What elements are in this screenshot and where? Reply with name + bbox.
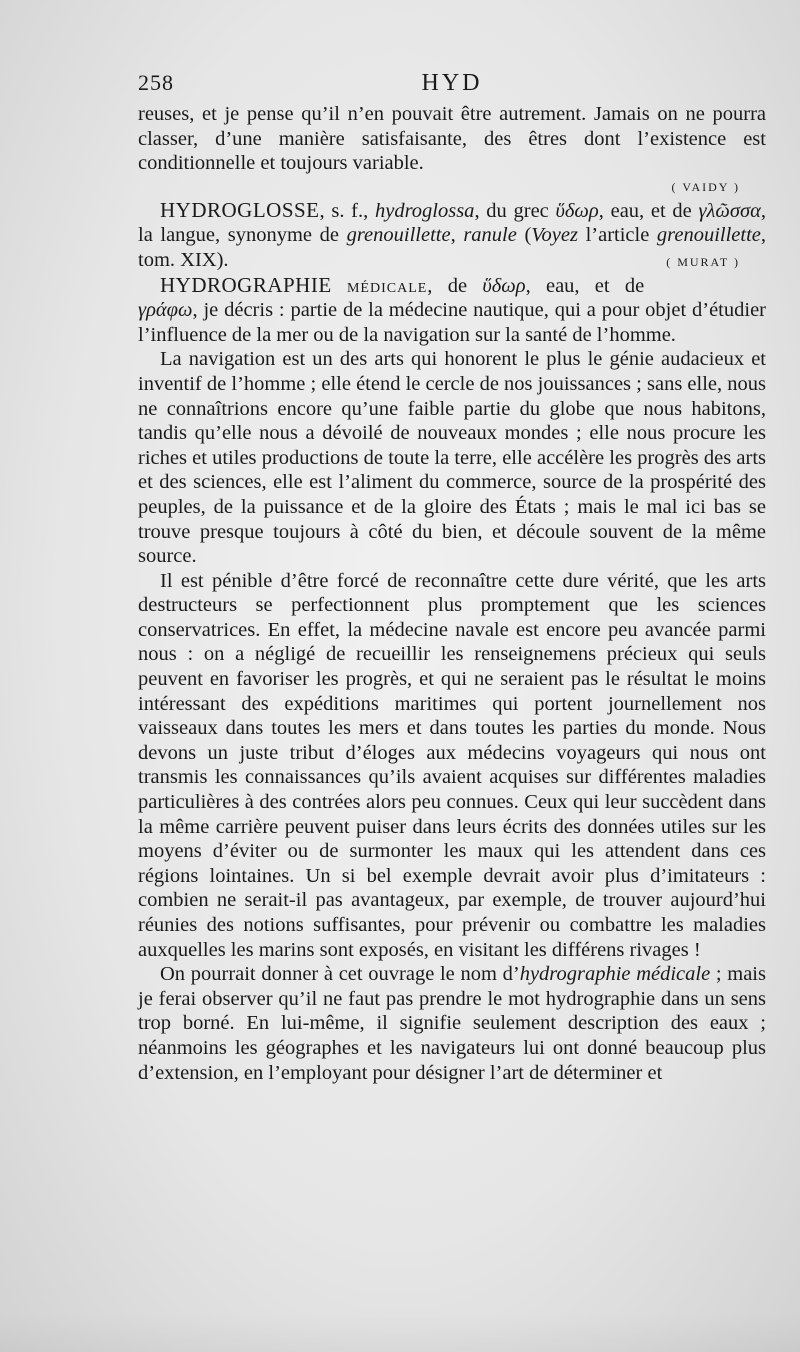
voyez: Voyez (531, 224, 578, 247)
greek-word: ὕδωρ (482, 274, 526, 297)
page-bottom-shadow (0, 1312, 800, 1352)
greek-word: γλῶσσα (698, 199, 761, 222)
running-head (138, 62, 766, 102)
greek-word: γράφω (138, 299, 193, 322)
synonym: ranule (463, 224, 517, 247)
page-number: 258 (138, 70, 174, 95)
paragraph-navigation: La navigation est un des arts qui honorent le plus le génie audacieux et inventif de l’homme ; elle étend le cercle de nos jouissances ; sans elle, nous ne connaîtrions encore qu’une faible partie du globe que nous habitons, tandis qu’elle nous a dévoilé de nouveaux mondes ; elle nous procure les riches et utiles productions de toute la terre, elle accélère les progrès des arts et des sciences, elle est l’aliment du commerce, source de la prospérité des peuples, de la puissance et de la gloire des États ; mais le mal ici bas se trouve presque toujours à côté du bien, et découle souvent de la même source. (138, 348, 766, 568)
headword-qualifier: médicale (346, 274, 428, 297)
greek-word: ὕδωρ (555, 199, 599, 222)
headword-hydrographie: HYDROGRAPHIE (160, 272, 332, 297)
synonym: grenouillette (346, 224, 451, 247)
signature-vaidy: ( VAIDY ) (671, 179, 740, 194)
article-ref: grenouillette (656, 224, 761, 247)
entry-hydrographie: HYDROGRAPHIE médicale, de ὕδωρ, eau, et de γράφω, je décris : partie de la médecine nautique, qui a pour objet d’étudier l’influence de la mer ou de la navigation sur la santé de l’homme. (138, 272, 766, 346)
latin-term: hydroglossa (374, 199, 475, 222)
paragraph-medecine-navale: Il est pénible d’être forcé de reconnaître cette dure vérité, que les arts destructeurs se perfectionnent plus promptement que les sciences conservatrices. En effet, la médecine navale est encore peu avancée parmi nous : on a négligé de recueillir les renseignemens précieux qui seuls peuvent en favoriser les progrès, et qui ne seraient pas le résultat le moins intéressant des expéditions maritimes qui portent journellement nos vaisseaux dans toutes les mers et dans toutes les parties du monde. Nous devons un juste tribut d’éloges aux médecins voyageurs qui nous ont transmis les connaissances qu’ils avaient acquises sur différentes maladies particulières à des contrées alors peu connues. Ceux qui leur succèdent dans la même carrière peuvent puiser dans leurs écrits des données utiles sur les moyens d’éviter ou de surmonter les maux qui les attendent dans ces régions lointaines. Un si bel exemple devrait avoir plus d’imitateurs : combien ne serait-il pas avantageux, par exemple, de trouver aujourd’hui réunies des notions suffisantes, pour prévenir ou combattre les maladies auxquelles les marins sont exposés, en visitant les différens rivages ! (138, 569, 766, 961)
headword-hydroglosse: HYDROGLOSSE (160, 197, 320, 222)
entry-hydroglosse: HYDROGLOSSE, s. f., hydroglossa, du grec ὕδωρ, eau, et de γλῶσσα, la langue, synonyme de grenouillette, ranule (Voyez l’article grenouillette, tom. XIX). ( MURAT ) (138, 198, 766, 273)
paragraph-hydrographie-medicale: On pourrait donner à cet ouvrage le nom d’hydrographie médicale ; mais je ferai observer qu’il ne faut pas prendre le mot hydrographie dans un sens trop borné. En lui-même, il signifie seulement description des eaux ; néanmoins les géographes et les navigateurs lui ont donné beaucoup plus d’extension, en l’employant pour désigner l’art de déterminer et (138, 963, 766, 1084)
text-block (138, 62, 766, 1085)
term-hydrographie-medicale: hydrographie médicale (519, 963, 711, 986)
intro-paragraph: reuses, et je pense qu’il n’en pouvait être autrement. Jamais on ne pourra classer, d’une manière satisfaisante, des êtres dont l’existence est conditionnelle et toujours variable. (138, 103, 766, 175)
running-head-word: HYD (421, 70, 483, 96)
signature-murat: ( MURAT ) (666, 254, 740, 269)
